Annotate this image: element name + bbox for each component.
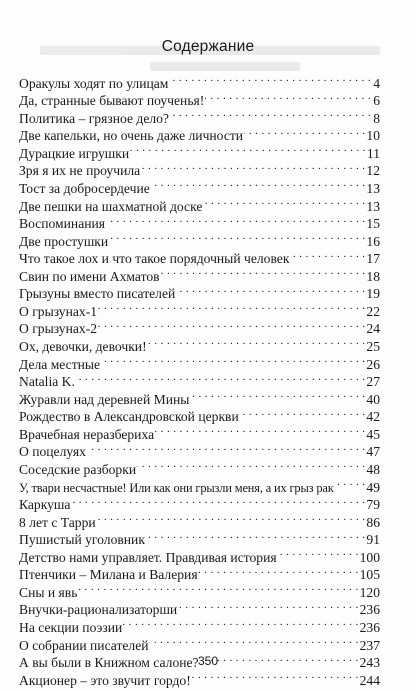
dot-leader bbox=[78, 579, 358, 597]
toc-entry-page: 16 bbox=[366, 233, 380, 249]
dot-leader bbox=[155, 421, 365, 439]
toc-entry-page: 86 bbox=[366, 514, 380, 530]
dot-leader bbox=[130, 140, 366, 158]
toc-entry-page: 236 bbox=[359, 620, 380, 635]
toc-entry-page: 19 bbox=[366, 286, 380, 302]
toc-entry-page: 49 bbox=[366, 479, 380, 495]
dot-leader bbox=[76, 369, 366, 387]
toc-entry-page: 27 bbox=[366, 374, 380, 390]
toc-entry-title: Зря я их не проучила bbox=[19, 163, 141, 179]
toc-entry-page: 79 bbox=[366, 497, 380, 513]
dot-leader bbox=[87, 439, 366, 457]
toc-entry-title: Свин по имени Ахматов bbox=[19, 268, 160, 284]
toc-entry-page: 47 bbox=[366, 444, 380, 460]
toc-entry-title: Рождество в Александровской церкви bbox=[19, 409, 239, 425]
toc-entry-title: Каркуша bbox=[19, 497, 71, 513]
toc-entry-page: 11 bbox=[366, 145, 380, 161]
dot-leader bbox=[141, 158, 365, 176]
dot-leader bbox=[161, 263, 366, 281]
toc-entry-page: 12 bbox=[366, 163, 380, 179]
toc-entry-title: Тост за добросердечие bbox=[19, 180, 150, 196]
toc-entry-title: Что такое лох и что такое порядочный человек bbox=[19, 251, 290, 267]
toc-entry bbox=[19, 509, 380, 530]
dot-leader bbox=[290, 246, 365, 264]
toc-entry-page: 91 bbox=[366, 532, 380, 548]
dot-leader bbox=[101, 351, 365, 369]
toc-entry-page: 237 bbox=[359, 637, 380, 653]
dot-leader bbox=[190, 386, 365, 404]
toc-entry-page: 4 bbox=[373, 75, 380, 91]
toc-entry-title: Natalia K. bbox=[19, 374, 75, 390]
dot-leader bbox=[240, 404, 366, 422]
toc-entry-page: 6 bbox=[373, 93, 380, 109]
dot-leader bbox=[178, 597, 358, 615]
toc-entry-title: Птенчики – Милана и Валерия bbox=[19, 567, 198, 583]
toc-entry-page: 105 bbox=[359, 567, 380, 583]
toc-entry-page: 25 bbox=[366, 339, 380, 354]
dot-leader bbox=[71, 492, 365, 510]
toc-entry-page: 10 bbox=[366, 128, 380, 144]
dot-leader bbox=[98, 298, 365, 316]
toc-entry-page: 18 bbox=[366, 268, 380, 284]
toc-entry-title: Акционер – это звучит гордо! bbox=[19, 672, 191, 688]
toc-entry-title: На секции поэзии bbox=[19, 620, 123, 635]
toc-entry-title: Сны и явь bbox=[19, 584, 78, 600]
toc-entry-page: 40 bbox=[366, 391, 380, 407]
dot-leader bbox=[151, 175, 366, 193]
toc-entry-title: У, твари несчастные! Или как они грызли меня, а их грыз рак bbox=[19, 480, 334, 495]
toc-entry-page: 45 bbox=[366, 426, 380, 442]
toc-entry-title: Журавли над деревней Мины bbox=[19, 391, 190, 407]
toc-entry-title: Да, странные бывают поученья! bbox=[19, 93, 205, 109]
toc-entry-title: Пушистый уголовник bbox=[19, 532, 145, 548]
toc-entry-title: Внучки-рационализаторши bbox=[19, 602, 178, 618]
dot-leader bbox=[192, 667, 359, 685]
toc-entry-title: Дурацкие игрушки bbox=[19, 145, 130, 161]
toc-entry-page: 8 bbox=[373, 110, 380, 126]
dot-leader bbox=[97, 509, 366, 527]
dot-leader bbox=[335, 474, 366, 492]
toc-entry-title: О грызунах-2 bbox=[19, 321, 98, 337]
toc-entry-title: Оракулы ходят по улицам bbox=[19, 75, 169, 91]
toc-entry-title: Воспоминания bbox=[19, 216, 106, 232]
dot-leader bbox=[137, 456, 365, 474]
toc-entry-page: 236 bbox=[359, 602, 380, 618]
toc-entry-page: 100 bbox=[359, 549, 380, 565]
toc-entry-title: О поцелуях bbox=[19, 444, 86, 460]
dot-leader bbox=[106, 211, 365, 229]
toc-entry-page: 243 bbox=[359, 655, 380, 671]
toc-entry-title: Две капельки, но очень даже личности bbox=[19, 128, 244, 144]
dot-leader bbox=[98, 316, 365, 334]
dot-leader bbox=[278, 544, 359, 562]
toc-entry-title: Грызуны вместо писателей bbox=[19, 286, 176, 302]
toc-entry-page: 13 bbox=[366, 180, 380, 196]
toc-entry-title: О собрании писателей bbox=[19, 637, 149, 653]
dot-leader bbox=[176, 281, 365, 299]
dot-leader bbox=[109, 228, 365, 246]
dot-leader bbox=[123, 614, 358, 632]
dot-leader bbox=[244, 123, 365, 141]
toc-entry-title: А вы были в Книжном салоне? bbox=[19, 655, 199, 671]
toc-entry-page: 17 bbox=[366, 251, 380, 267]
dot-leader bbox=[205, 88, 371, 106]
toc-entry-title: Дела местные bbox=[19, 356, 101, 372]
dot-leader bbox=[203, 193, 365, 211]
toc-entry-page: 26 bbox=[366, 356, 380, 372]
toc-entry-page: 24 bbox=[366, 321, 380, 337]
dot-leader bbox=[146, 527, 365, 545]
table-of-contents bbox=[19, 70, 380, 688]
toc-entry-page: 22 bbox=[366, 303, 380, 319]
toc-entry-page: 48 bbox=[366, 461, 380, 477]
toc-entry-page: 42 bbox=[366, 409, 380, 425]
dot-leader bbox=[150, 632, 359, 650]
toc-entry-page: 244 bbox=[359, 672, 380, 688]
toc-entry bbox=[19, 70, 380, 91]
toc-entry-title: Две простушки bbox=[19, 233, 109, 249]
toc-entry-title: Соседские разборки bbox=[19, 461, 137, 477]
toc-entry-title: 8 лет с Тарри bbox=[19, 514, 96, 530]
toc-entry-title: Детство нами управляет. Правдивая история bbox=[19, 549, 277, 565]
toc-entry-title: Две пешки на шахматной доске bbox=[19, 198, 203, 214]
toc-entry bbox=[19, 492, 380, 513]
dot-leader bbox=[170, 105, 371, 123]
page-number: 350 bbox=[197, 654, 219, 668]
toc-entry-title: О грызунах-1 bbox=[19, 303, 98, 319]
toc-entry-page: 15 bbox=[366, 216, 380, 232]
toc-entry-title: Политика – грязное дело? bbox=[19, 110, 169, 126]
toc-entry-title: Врачебная неразбериха bbox=[19, 426, 155, 442]
toc-entry-page: 13 bbox=[366, 198, 380, 214]
toc-entry-page: 120 bbox=[359, 584, 380, 600]
dot-leader bbox=[169, 70, 371, 88]
dot-leader bbox=[199, 562, 359, 580]
dot-leader bbox=[148, 333, 366, 351]
page-title: Содержание bbox=[161, 38, 255, 55]
toc-entry-title: Ох, девочки, девочки! bbox=[19, 339, 147, 354]
